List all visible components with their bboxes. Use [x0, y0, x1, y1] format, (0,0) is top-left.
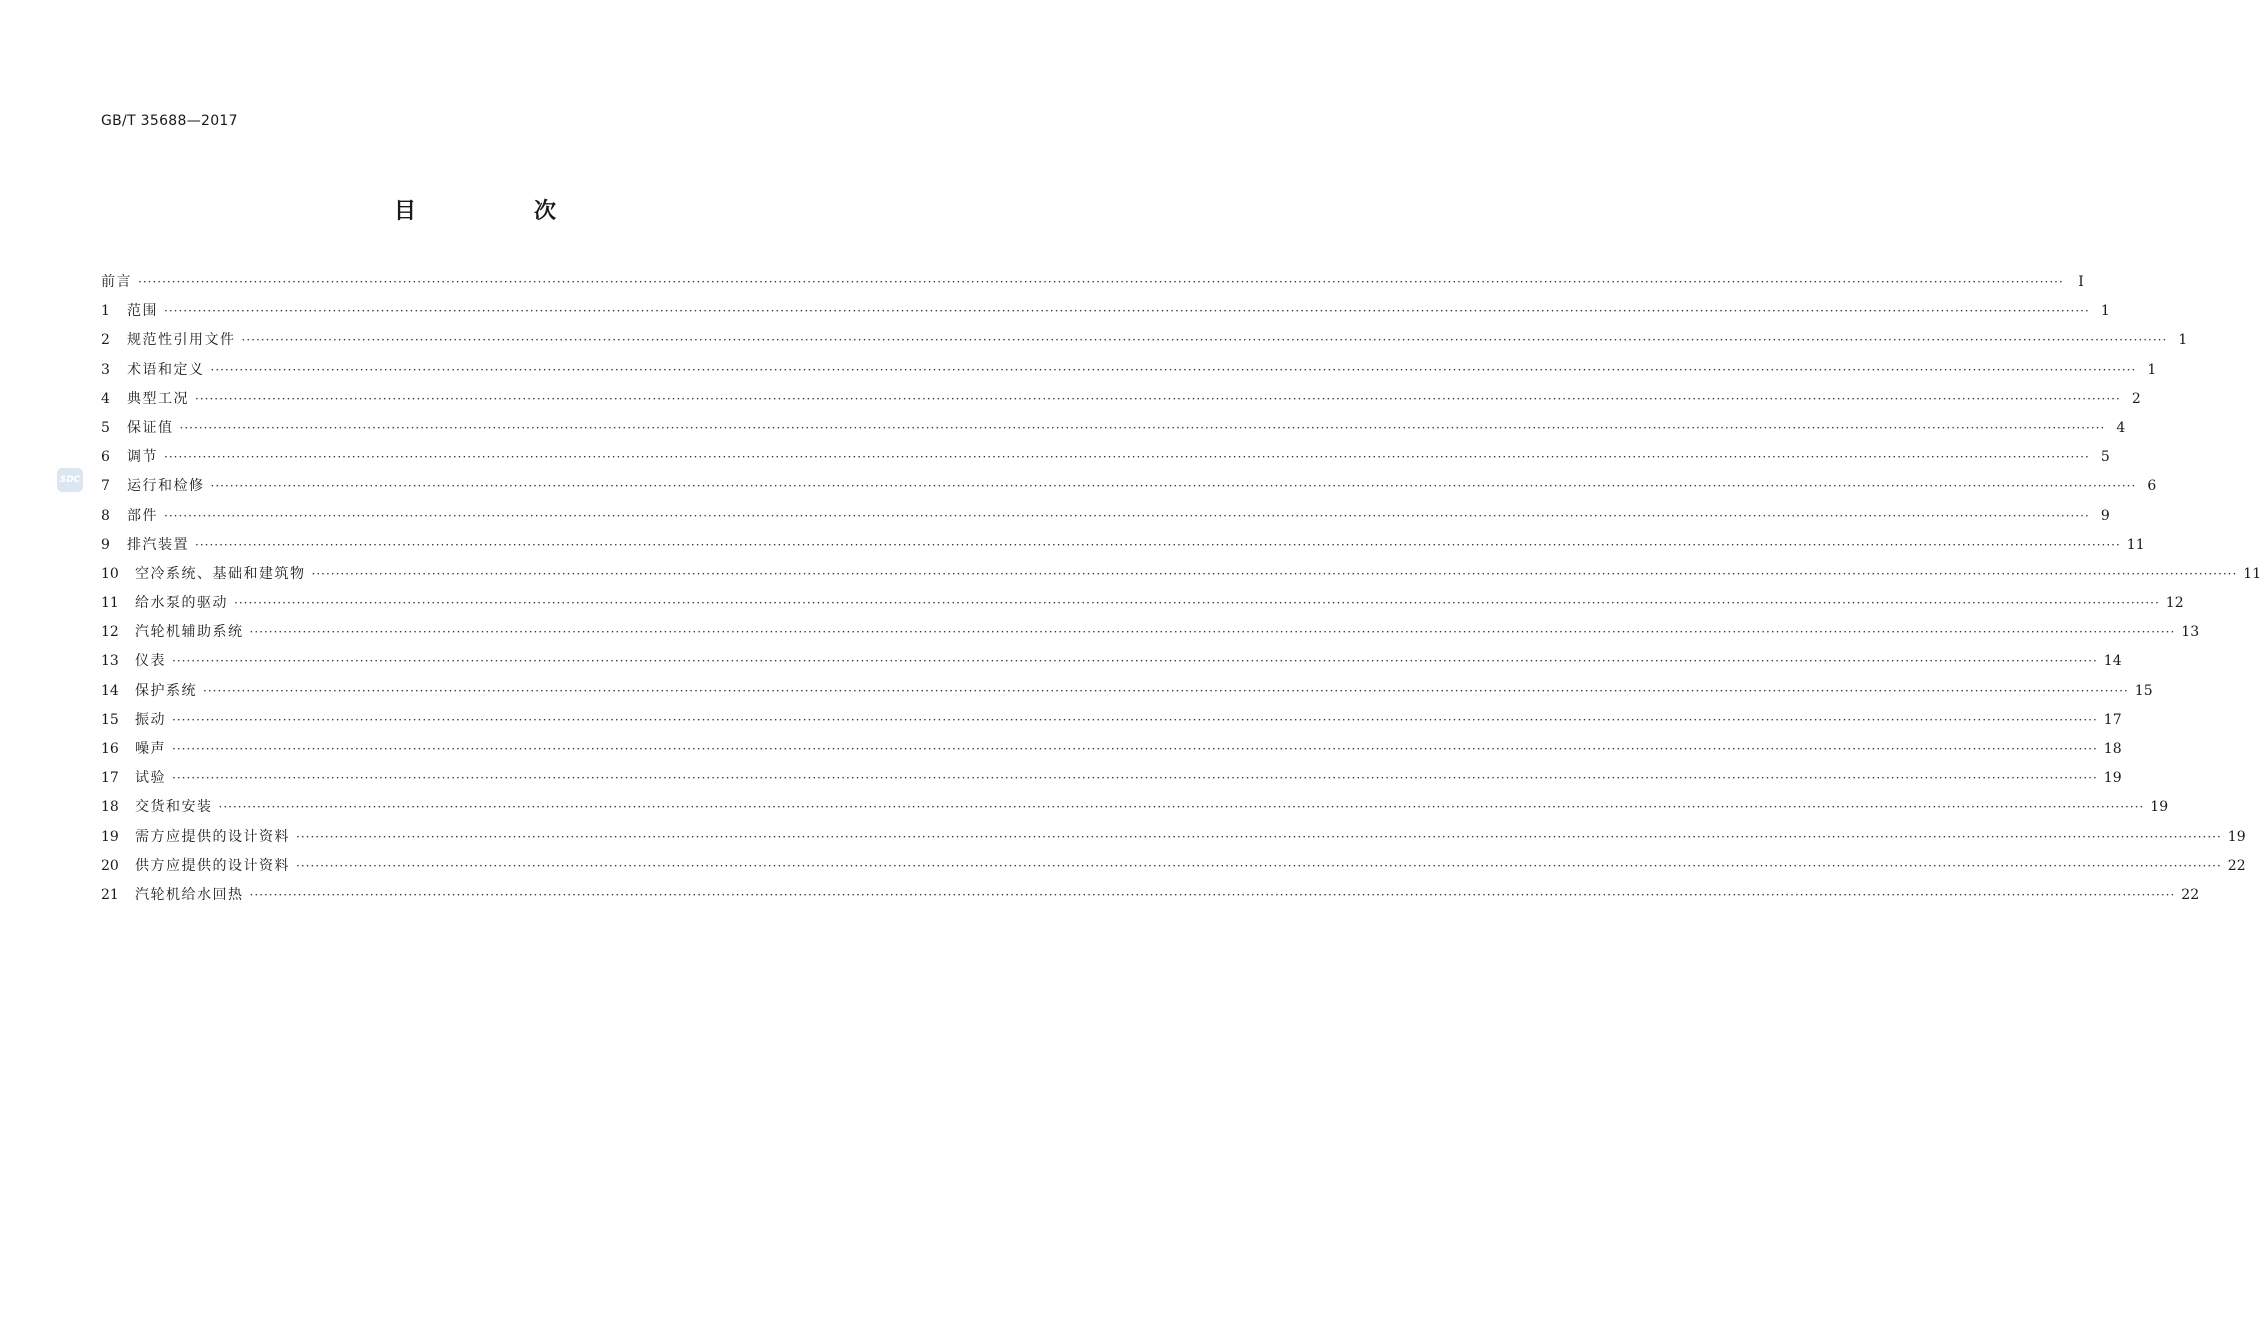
toc-entry[interactable] [101, 855, 2246, 884]
toc-dot-leader: ················································································································································································································································································································································································································ [195, 391, 2121, 406]
toc-dot-leader: ················································································································································································································································································································································································································ [179, 420, 2106, 435]
toc-dot-leader: ················································································································································································································································································································································································································ [172, 712, 2098, 727]
toc-entry-page: 17 [2103, 711, 2122, 728]
toc-entry-title: 空冷系统、基础和建筑物 [135, 565, 306, 582]
toc-entry[interactable] [101, 767, 2122, 796]
toc-dot-leader: ················································································································································································································································································································································································································ [164, 450, 2090, 465]
toc-entry-title: 调节 [127, 449, 158, 466]
toc-entry[interactable] [101, 796, 2169, 825]
toc-entry[interactable] [101, 329, 2188, 358]
toc-entry-page: 1 [2100, 303, 2110, 320]
toc-entry-page: 15 [2134, 682, 2153, 699]
toc-entry-page: 22 [2227, 857, 2246, 874]
toc-entry[interactable] [101, 534, 2145, 563]
toc-entry[interactable] [101, 826, 2246, 855]
toc-entry-number: 13 [101, 653, 119, 670]
toc-entry-number: 3 [101, 361, 110, 378]
toc-entry-number: 4 [101, 390, 110, 407]
toc-entry-title: 给水泵的驱动 [135, 595, 228, 612]
toc-entry-page: 12 [2165, 595, 2184, 612]
toc-entry-number: 7 [101, 478, 110, 495]
toc-entry-number: 16 [101, 741, 119, 757]
toc-entry[interactable] [101, 300, 2110, 329]
toc-entry-number: 19 [101, 828, 119, 845]
toc-entry[interactable] [101, 271, 2084, 300]
toc-entry-title: 汽轮机给水回热 [135, 886, 244, 903]
toc-entry[interactable] [101, 621, 2200, 650]
toc-dot-leader: ················································································································································································································································································································································································································ [195, 537, 2121, 552]
toc-entry-page: 1 [2147, 361, 2157, 378]
toc-entry[interactable] [101, 592, 2184, 621]
toc-entry-page: 1 [2178, 332, 2188, 349]
toc-entry-number: 6 [101, 449, 110, 466]
toc-entry-title: 振动 [135, 711, 166, 728]
toc-entry-number: 18 [101, 799, 119, 816]
toc-entry[interactable] [101, 446, 2110, 475]
toc-entry[interactable] [101, 709, 2122, 738]
toc-dot-leader: ················································································································································································································································································································································································································ [311, 566, 2238, 581]
toc-dot-leader: ················································································································································································································································································································································································································ [249, 625, 2176, 640]
toc-entry-title: 保证值 [127, 419, 174, 436]
toc-entry-number: 11 [101, 595, 119, 612]
toc-entry[interactable] [101, 563, 2261, 592]
toc-entry[interactable] [101, 738, 2122, 767]
toc-entry-title: 噪声 [135, 741, 166, 757]
toc-entry-number: 9 [101, 536, 110, 553]
toc-entry[interactable] [101, 884, 2200, 913]
toc-entry-title: 运行和检修 [127, 478, 205, 495]
toc-entry-page: 4 [2116, 419, 2126, 436]
toc-entry-page: 19 [2227, 828, 2246, 845]
toc-entry-title: 部件 [127, 507, 158, 524]
table-of-contents [101, 271, 2261, 913]
toc-entry-number: 14 [101, 682, 119, 699]
page-title-text: 目 次 [393, 199, 604, 224]
toc-entry[interactable] [101, 417, 2126, 446]
toc-entry-number: 2 [101, 332, 110, 349]
toc-entry-page: Ⅰ [2078, 274, 2084, 290]
toc-dot-leader: ················································································································································································································································································································································································································ [203, 683, 2129, 698]
toc-entry-title: 规范性引用文件 [127, 332, 236, 349]
toc-dot-leader: ················································································································································································································································································································································································································ [172, 654, 2098, 669]
toc-dot-leader: ················································································································································································································································································································································································································ [296, 829, 2222, 844]
toc-entry[interactable] [101, 680, 2153, 709]
toc-dot-leader: ················································································································································································································································································································································································································ [164, 304, 2090, 319]
toc-entry-title: 术语和定义 [127, 361, 205, 378]
toc-entry[interactable] [101, 359, 2157, 388]
toc-dot-leader: ················································································································································································································································································································································································································ [296, 858, 2222, 873]
toc-dot-leader: ················································································································································································································································································································································································································ [249, 887, 2176, 902]
toc-entry-page: 19 [2150, 799, 2169, 816]
toc-entry-page: 14 [2103, 653, 2122, 670]
toc-entry[interactable] [101, 650, 2122, 679]
toc-entry[interactable] [101, 505, 2110, 534]
toc-dot-leader: ················································································································································································································································································································································································································ [234, 596, 2160, 611]
toc-entry-page: 19 [2103, 770, 2122, 787]
toc-entry-page: 11 [2243, 565, 2261, 582]
toc-dot-leader: ················································································································································································································································································································································································································ [138, 275, 2064, 289]
toc-entry[interactable] [101, 475, 2157, 504]
toc-entry-number: 10 [101, 565, 119, 582]
toc-entry-page: 11 [2126, 536, 2145, 553]
toc-entry-number: 5 [101, 419, 110, 436]
toc-entry-page: 18 [2103, 741, 2122, 757]
toc-entry-page: 13 [2181, 624, 2200, 641]
toc-dot-leader: ················································································································································································································································································································································································································ [241, 333, 2168, 348]
page-title [0, 194, 950, 225]
toc-entry-title: 前言 [101, 274, 132, 290]
toc-dot-leader: ················································································································································································································································································································································································································ [218, 800, 2145, 815]
toc-entry-title: 仪表 [135, 653, 166, 670]
toc-entry-title: 排汽装置 [127, 536, 189, 553]
toc-entry-title: 需方应提供的设计资料 [135, 828, 290, 845]
toc-entry-title: 交货和安装 [135, 799, 213, 816]
toc-entry-page: 9 [2100, 507, 2110, 524]
toc-entry-number: 12 [101, 624, 119, 641]
toc-entry-title: 保护系统 [135, 682, 197, 699]
toc-dot-leader: ················································································································································································································································································································································································································ [172, 771, 2098, 786]
toc-entry-number: 21 [101, 886, 119, 903]
toc-entry-page: 2 [2131, 390, 2141, 407]
toc-entry-number: 1 [101, 303, 110, 320]
toc-dot-leader: ················································································································································································································································································································································································································ [210, 362, 2137, 377]
toc-dot-leader: ················································································································································································································································································································································································································ [164, 508, 2090, 523]
toc-entry[interactable] [101, 388, 2141, 417]
toc-entry-number: 17 [101, 770, 119, 787]
toc-entry-page: 22 [2181, 886, 2200, 903]
toc-entry-title: 范围 [127, 303, 158, 320]
toc-entry-title: 供方应提供的设计资料 [135, 857, 290, 874]
toc-entry-number: 8 [101, 507, 110, 524]
toc-entry-title: 汽轮机辅助系统 [135, 624, 244, 641]
toc-entry-page: 5 [2100, 449, 2110, 466]
standard-code: GB/T 35688—2017 [101, 113, 238, 129]
toc-dot-leader: ················································································································································································································································································································································································································ [172, 742, 2098, 756]
toc-entry-number: 15 [101, 711, 119, 728]
toc-entry-title: 试验 [135, 770, 166, 787]
toc-dot-leader: ················································································································································································································································································································································································································ [210, 479, 2137, 494]
toc-entry-title: 典型工况 [127, 390, 189, 407]
toc-entry-page: 6 [2147, 478, 2157, 495]
toc-entry-number: 20 [101, 857, 119, 874]
watermark-logo: SDC [57, 468, 83, 492]
